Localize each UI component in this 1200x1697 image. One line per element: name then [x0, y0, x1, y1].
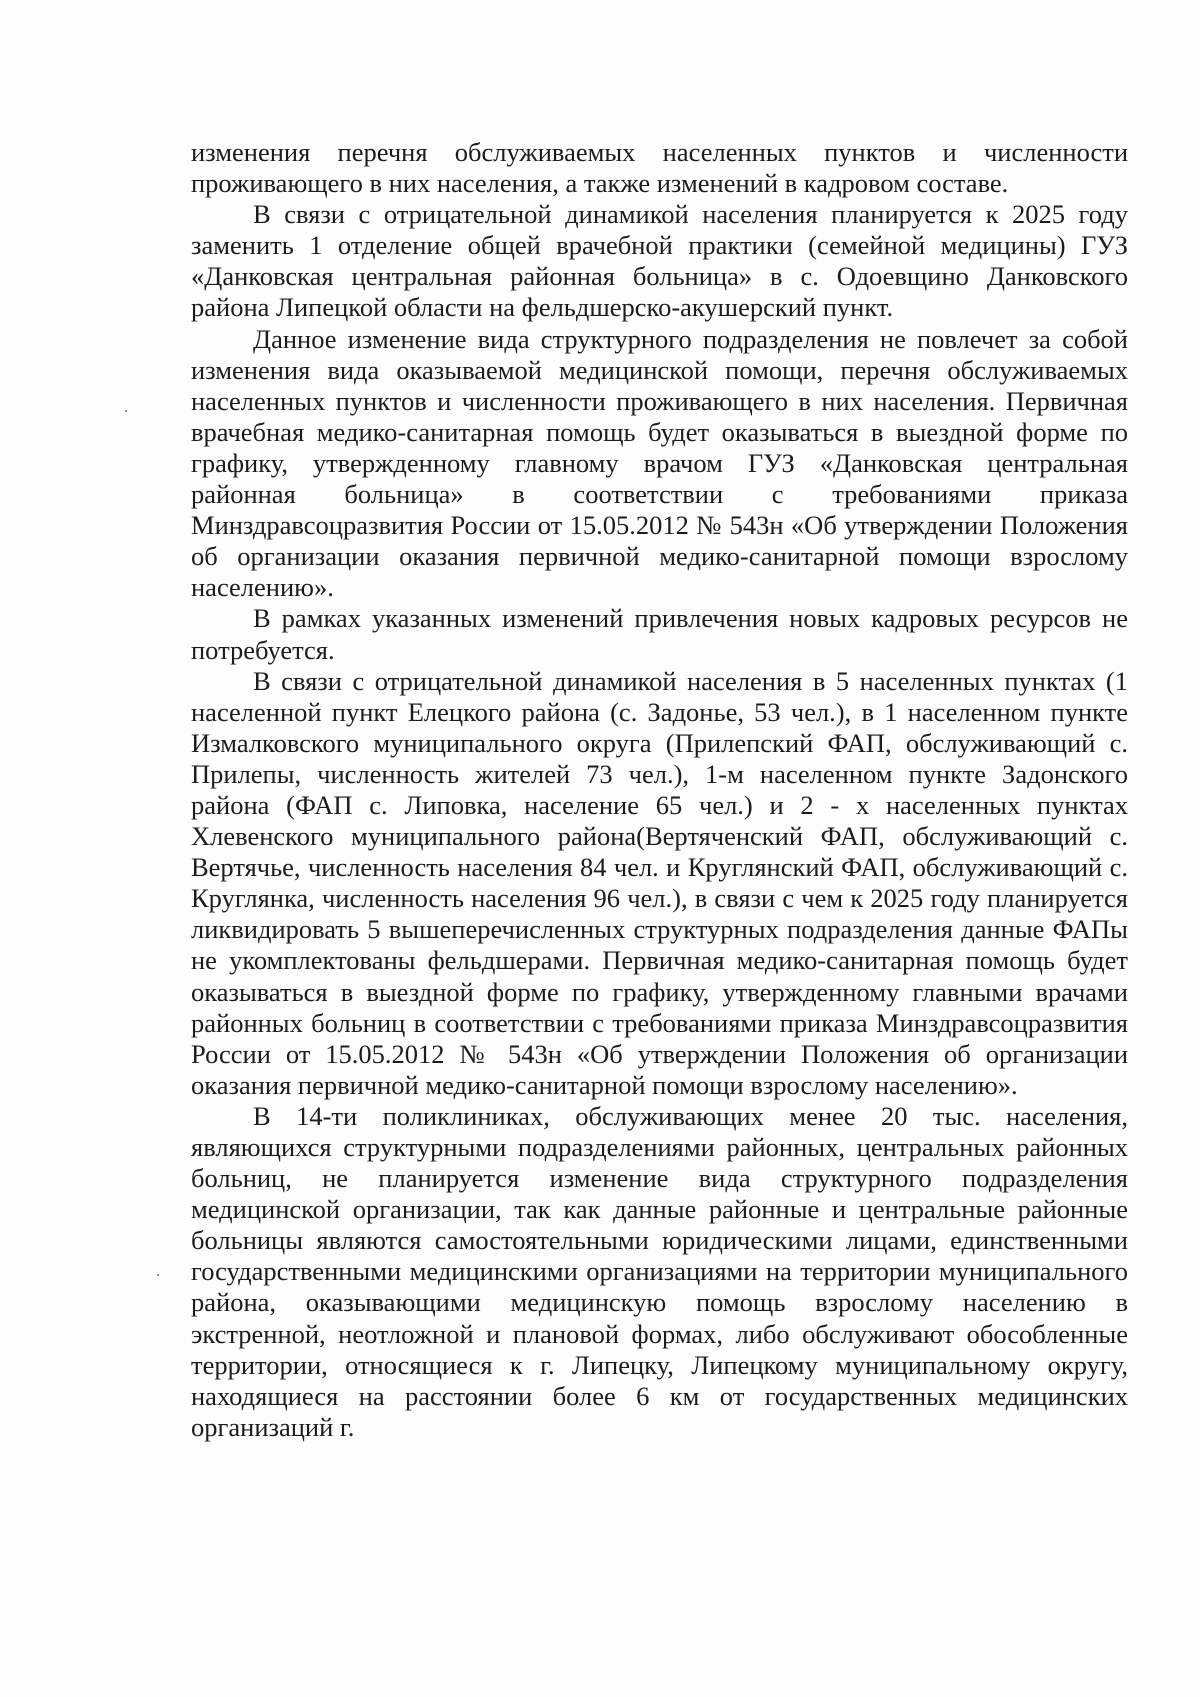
paragraph-1: изменения перечня обслуживаемых населенных пунктов и численности проживающего в них населения, а также изменений в кадровом составе. [191, 137, 1128, 199]
paragraph-5: В связи с отрицательной динамикой населения в 5 населенных пунктах (1 населенной пункт Елецкого района (с. Задонье, 53 чел.), в 1 населенном пункте Измалковского муниципального округа (Прилепский ФАП, обслуживающий с. Прилепы, численность жителей 73 чел.), 1-м населенном пункте Задонского района (ФАП с. Липовка, население 65 чел.) и 2 - х населенных пунктах Хлевенского муниципального района(Вертяченский ФАП, обслуживающий с. Вертячье, численность населения 84 чел. и Круглянский ФАП, обслуживающий с. Круглянка, численность населения 96 чел.), в связи с чем к 2025 году планируется ликвидировать 5 вышеперечисленных структурных подразделения данные ФАПы не укомплектованы фельдшерами. Первичная медико-санитарная помощь будет оказываться в выездной форме по графику, утвержденному главными врачами районных больниц в соответствии с требованиями приказа Минздравсоцразвития России от 15.05.2012 № 543н «Об утверждении Положения об организации оказания первичной медико-санитарной помощи взрослому населению». [191, 665, 1128, 1100]
paragraph-2: В связи с отрицательной динамикой населения планируется к 2025 году заменить 1 отделение общей врачебной практики (семейной медицины) ГУЗ «Данковская центральная районная больница» в с. Одоевщино Данковского района Липецкой области на фельдшерско-акушерский пункт. [191, 199, 1128, 323]
scan-speck [157, 1274, 159, 1276]
paragraph-4: В рамках указанных изменений привлечения новых кадровых ресурсов не потребуется. [191, 603, 1128, 665]
document-body [191, 137, 1128, 1443]
scan-speck [125, 410, 127, 412]
paragraph-6: В 14-ти поликлиниках, обслуживающих менее 20 тыс. населения, являющихся структурными подразделениями районных, центральных районных больниц, не планируется изменение вида структурного подразделения медицинской организации, так как данные районные и центральные районные больницы являются самостоятельными юридическими лицами, единственными государственными медицинскими организациями на территории муниципального района, оказывающими медицинскую помощь взрослому населению в экстренной, неотложной и плановой формах, либо обслуживают обособленные территории, относящиеся к г. Липецку, Липецкому муниципальному округу, находящиеся на расстоянии более 6 км от государственных медицинских организаций г. [191, 1100, 1128, 1442]
paragraph-3: Данное изменение вида структурного подразделения не повлечет за собой изменения вида оказываемой медицинской помощи, перечня обслуживаемых населенных пунктов и численности проживающего в них населения. Первичная врачебная медико-санитарная помощь будет оказываться в выездной форме по графику, утвержденному главному врачом ГУЗ «Данковская центральная районная больница» в соответствии с требованиями приказа Минздравсоцразвития России от 15.05.2012 № 543н «Об утверждении Положения об организации оказания первичной медико-санитарной помощи взрослому населению». [191, 323, 1128, 603]
